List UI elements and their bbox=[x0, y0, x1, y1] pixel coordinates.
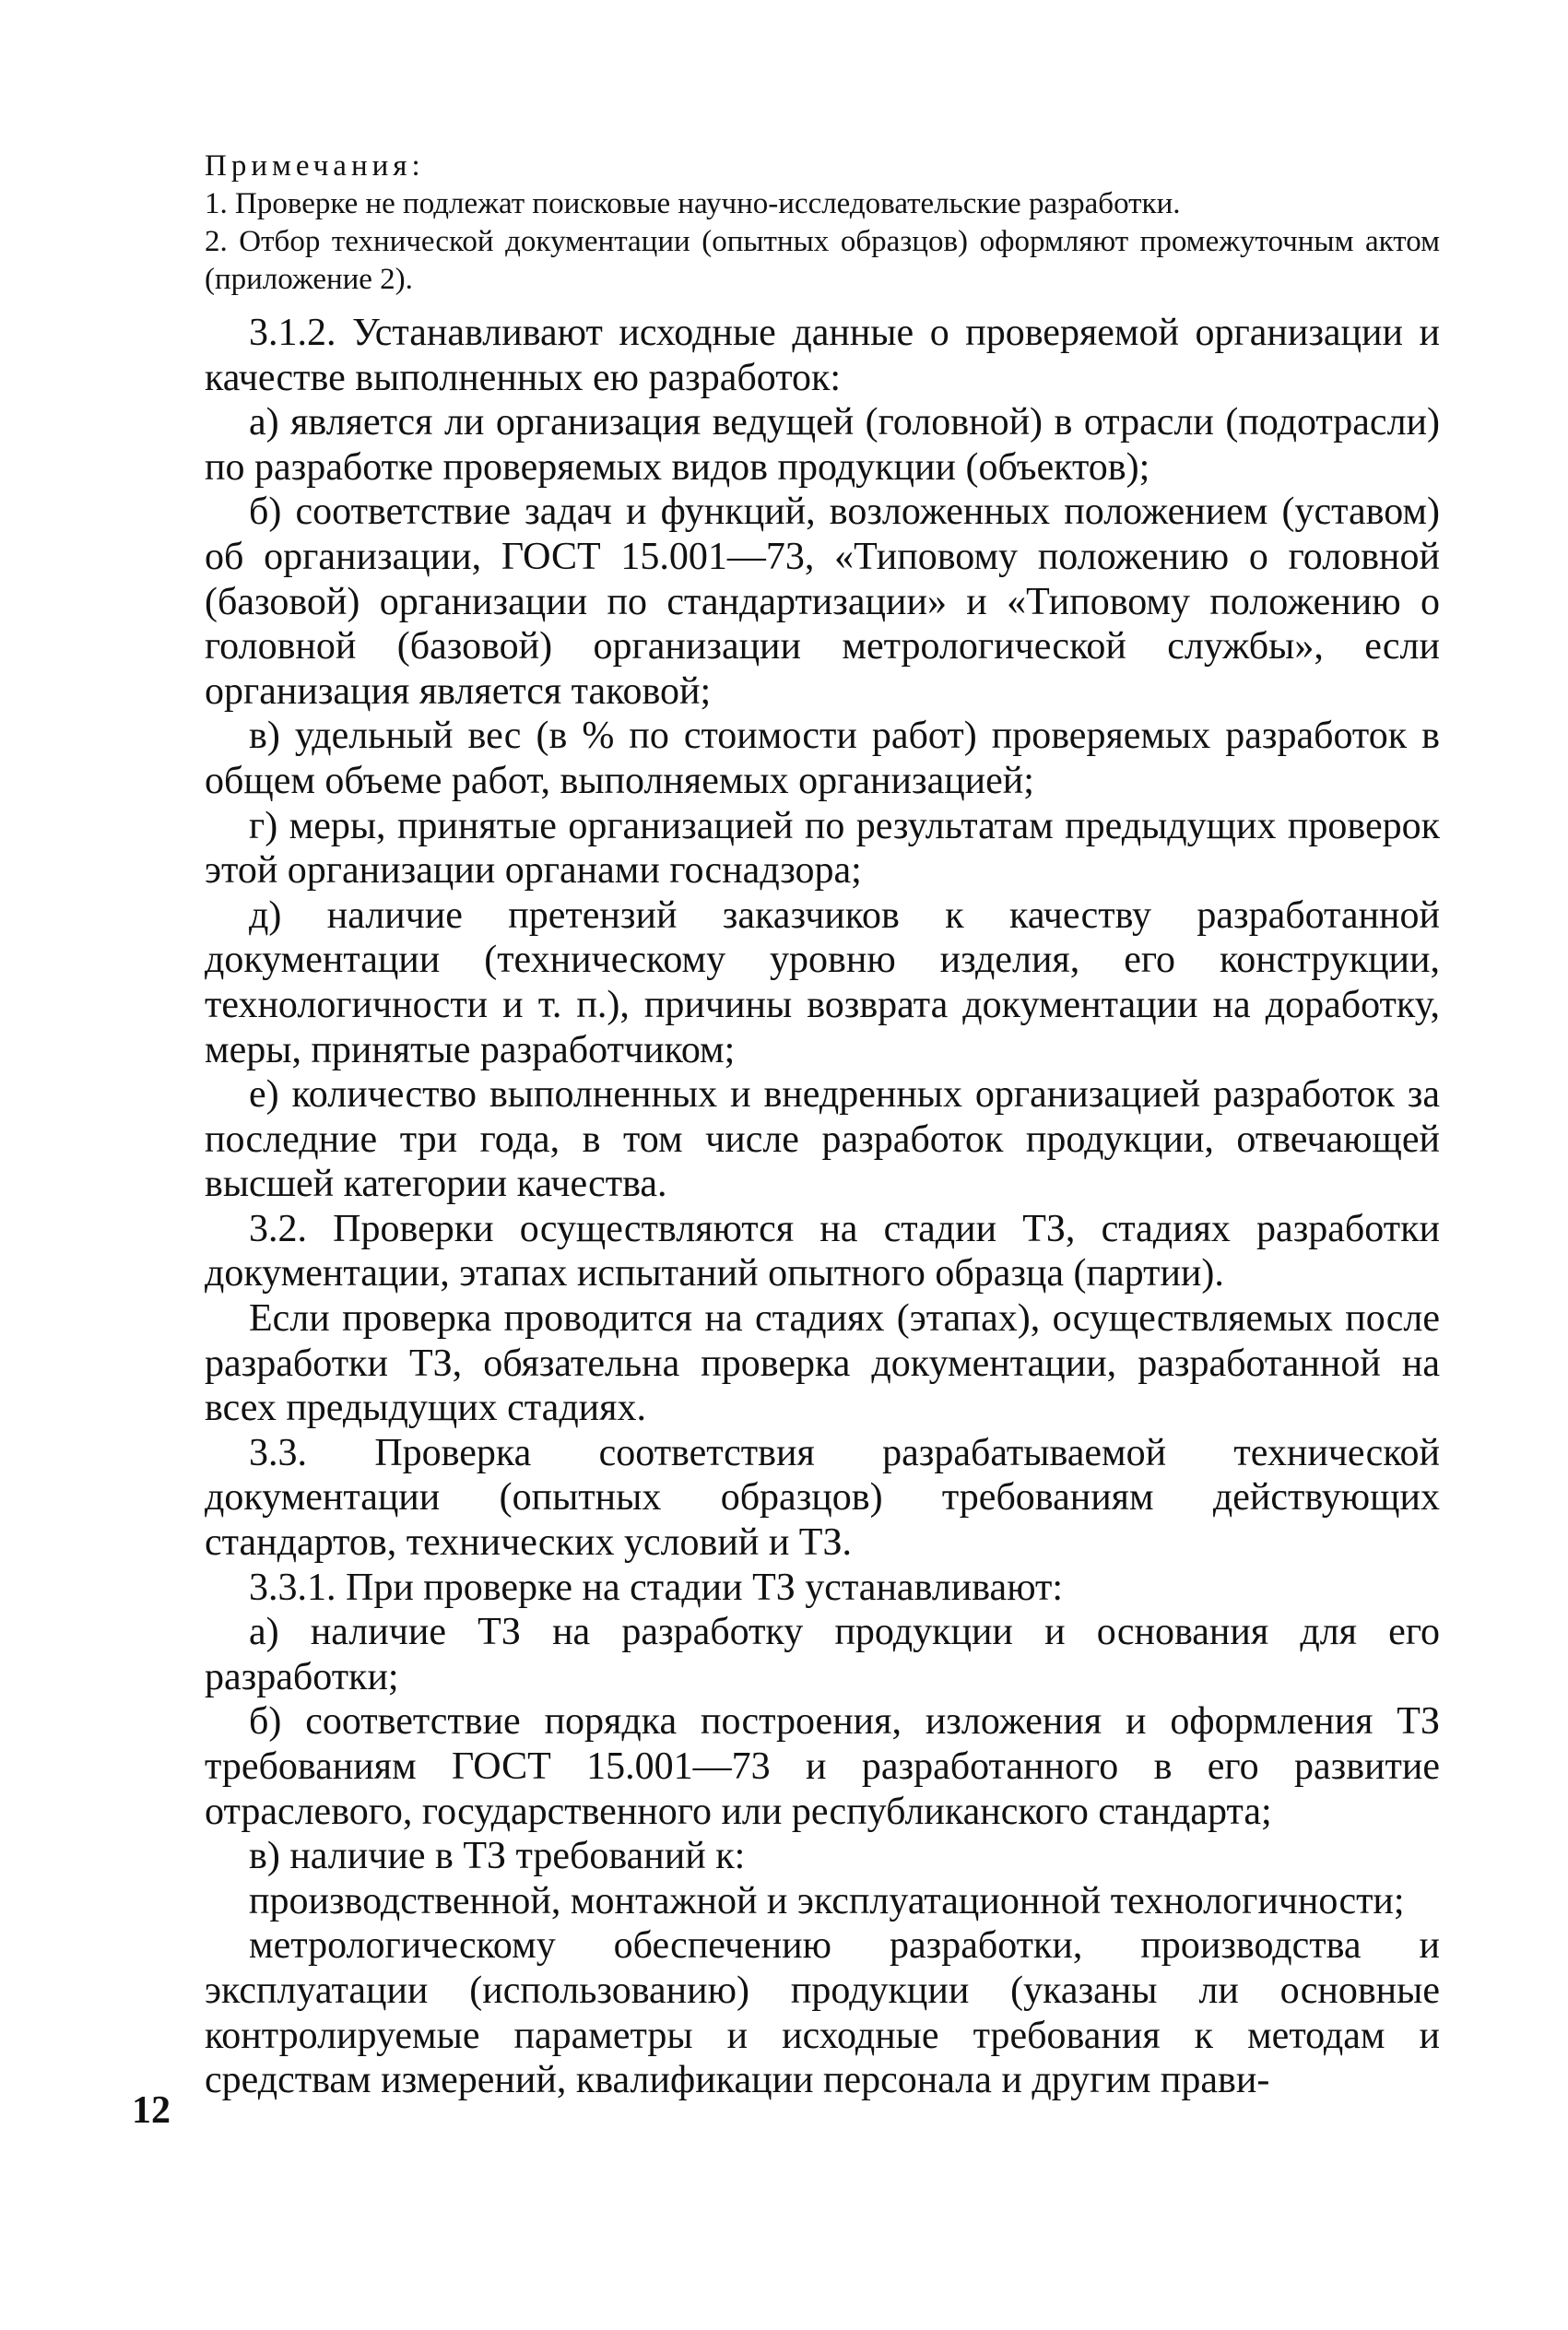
paragraph-3-3: 3.3. Проверка соответствия разрабатываемой технической документации (опытных образцов) требованиям действующих стандартов, технических условий и ТЗ. bbox=[205, 1431, 1440, 1565]
item-3-3-1-b: б) соответствие порядка построения, изложения и оформления ТЗ требованиям ГОСТ 15.001—73 и разработанного в его развитие отраслевого, государственного или республиканского стандарта; bbox=[205, 1700, 1440, 1833]
paragraph-3-2-continued: Если проверка проводится на стадиях (этапах), осуществляемых после разработки ТЗ, обязательна проверка документации, разработанной на всех предыдущих стадиях. bbox=[205, 1297, 1440, 1430]
item-e: е) количество выполненных и внедренных организацией разработок за последние три года, в том числе разработок продукции, отвечающей высшей категории качества. bbox=[205, 1073, 1440, 1206]
requirement-metrology: метрологическому обеспечению разработки, производства и эксплуатации (использованию) продукции (указаны ли основные контролируемые параметры и исходные требования к методам и средствам измерений, квалификации персонала и другим прави- bbox=[205, 1924, 1440, 2102]
item-g: г) меры, принятые организацией по результатам предыдущих проверок этой организации органами госнадзора; bbox=[205, 804, 1440, 893]
paragraph-3-3-1: 3.3.1. При проверке на стадии ТЗ устанавливают: bbox=[249, 1566, 1064, 1609]
paragraph-3-1-2: 3.1.2. Устанавливают исходные данные о проверяемой организации и качестве выполненных ею разработок: bbox=[205, 312, 1440, 399]
item-3-3-1-a: а) наличие ТЗ на разработку продукции и основания для его разработки; bbox=[205, 1611, 1440, 1698]
item-v: в) удельный вес (в % по стоимости работ) проверяемых разработок в общем объеме работ, выполняемых организацией; bbox=[205, 715, 1440, 802]
note-item-1: 1. Проверке не подлежат поисковые научно-исследовательские разработки. bbox=[205, 187, 1181, 220]
notes-block bbox=[205, 148, 1440, 299]
item-3-3-1-v: в) наличие в ТЗ требований к: bbox=[249, 1835, 746, 1878]
page-number: 12 bbox=[132, 2089, 171, 2132]
item-d: д) наличие претензий заказчиков к качеству разработанной документации (техническому уровню изделия, его конструкции, технологичности и т. п.), причины возврата документации на доработку, меры, принятые разработчиком; bbox=[205, 893, 1440, 1071]
notes-heading: Примечания: bbox=[205, 149, 425, 183]
item-a: а) является ли организация ведущей (головной) в отрасли (подотрасли) по разработке проверяемых видов продукции (объектов); bbox=[205, 401, 1440, 489]
item-b: б) соответствие задач и функций, возложенных положением (уставом) об организации, ГОСТ 15.001—73, «Типовому положению о головной (базовой) организации по стандартизации» и «Типовому положению о головной (базовой) организации метрологической службы», если организация является таковой; bbox=[205, 491, 1440, 713]
note-item-2: 2. Отбор технической документации (опытных образцов) оформляют промежуточным актом (приложение 2). bbox=[205, 225, 1440, 296]
requirement-technology: производственной, монтажной и эксплуатационной технологичности; bbox=[249, 1879, 1405, 1922]
main-text bbox=[205, 311, 1440, 2103]
paragraph-3-2: 3.2. Проверки осуществляются на стадии ТЗ, стадиях разработки документации, этапах испытаний опытного образца (партии). bbox=[205, 1207, 1440, 1295]
